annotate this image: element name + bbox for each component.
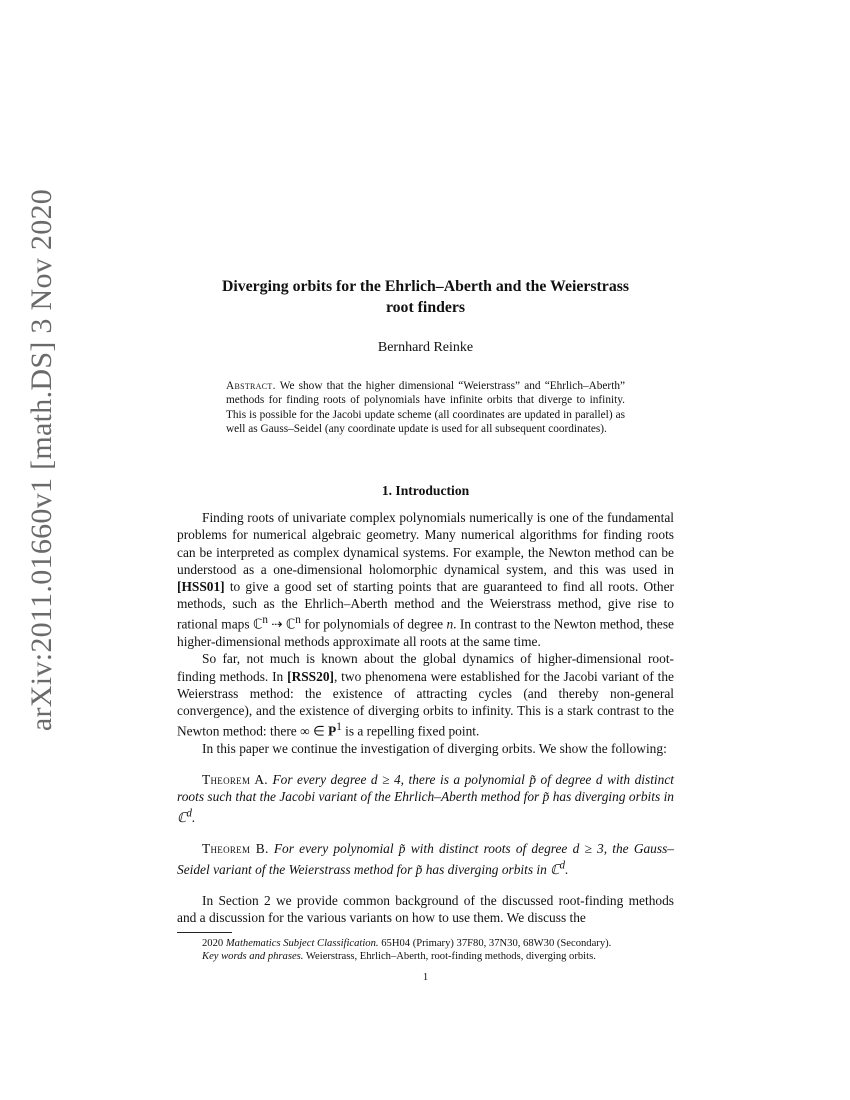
theorem-a (177, 771, 674, 826)
paper-title (177, 276, 674, 318)
arxiv-sidebar-stamp (20, 188, 64, 732)
footnote-keywords: Key words and phrases. Weierstrass, Ehrlich–Aberth, root-finding methods, diverging orbits. (202, 951, 596, 963)
theorem-a-text: For every degree d ≥ 4, there is a polynomial p̃ of degree d with distinct roots such that the Jacobi variant of the Ehrlich–Aberth method for p̃ has diverging orbits in ℂ$^d$. (177, 772, 674, 825)
title-line-1: Diverging orbits for the Ehrlich–Aberth and the Weierstrass (221, 278, 630, 295)
footnote-msc: 2020 Mathematics Subject Classification. 65H04 (Primary) 37F80, 37N30, 68W30 (Secondary). (202, 938, 612, 950)
theorem-b-text: For every polynomial p̃ with distinct roots of degree d ≥ 3, the Gauss–Seidel variant of the Weierstrass method for p̃ has diverging orbits in ℂ$^d$. (177, 841, 674, 877)
paper-page (177, 276, 674, 987)
citation-hss01[interactable]: [HSS01] (177, 579, 225, 595)
section-heading-introduction: 1. Introduction (381, 483, 470, 499)
abstract-label: Abstract. (226, 380, 276, 393)
theorem-b-label: Theorem B. (202, 841, 269, 857)
citation-rss20[interactable]: [RSS20] (287, 668, 334, 684)
intro-paragraph-4: In Section 2 we provide common background of the discussed root-finding methods and a discussion for the various variants on how to use them. We discuss the (177, 892, 674, 926)
author-name: Bernhard Reinke (377, 340, 474, 355)
theorem-a-label: Theorem A. (202, 772, 268, 787)
abstract-text: We show that the higher dimensional “Weierstrass” and “Ehrlich–Aberth” methods for finding roots of polynomials have infinite orbits that diverge to infinity. This is possible for the Jacobi update scheme (all coordinates are updated in parallel) as well as Gauss–Seidel (any coordinate update is used for all subsequent coordinates). (226, 380, 626, 435)
arxiv-id: arXiv:2011.01660v1 [math.DS] 3 Nov 2020 (25, 188, 58, 732)
page-number: 1 (422, 972, 429, 984)
intro-paragraph-2: So far, not much is known about the global dynamics of higher-dimensional root-finding methods. In [RSS20], two phenomena were established for the Jacobi variant of the Weierstrass method: the existence of attracting cycles (and thereby non-general convergence), and the existence of diverging orbits to infinity. This is a stark contrast to the Newton method: there ∞ ∈ $P^1$ is a repelling fixed point. (177, 651, 674, 739)
intro-paragraph-3: In this paper we continue the investigation of diverging orbits. We show the following: (202, 740, 667, 756)
intro-paragraph-1: Finding roots of univariate complex polynomials numerically is one of the fundamental problems for numerical algebraic geometry. Many numerical algorithms for finding roots can be interpreted as complex dynamical systems. For example, the Newton method can be understood as a one-dimensional holomorphic dynamical system, and this was used in [HSS01] to give a good set of starting points that are guaranteed to find all roots. Other methods, such as the Ehrlich–Aberth method and the Weierstrass method, give rise to rational maps ℂ$^n$ ⇢ ℂ$^n$ for polynomials of degree n. In contrast to the Newton method, these higher-dimensional methods approximate all roots at the same time. (177, 510, 674, 650)
theorem-b (177, 840, 674, 878)
title-line-2: root finders (385, 299, 466, 316)
abstract (226, 379, 625, 436)
footnote-rule (177, 932, 232, 933)
